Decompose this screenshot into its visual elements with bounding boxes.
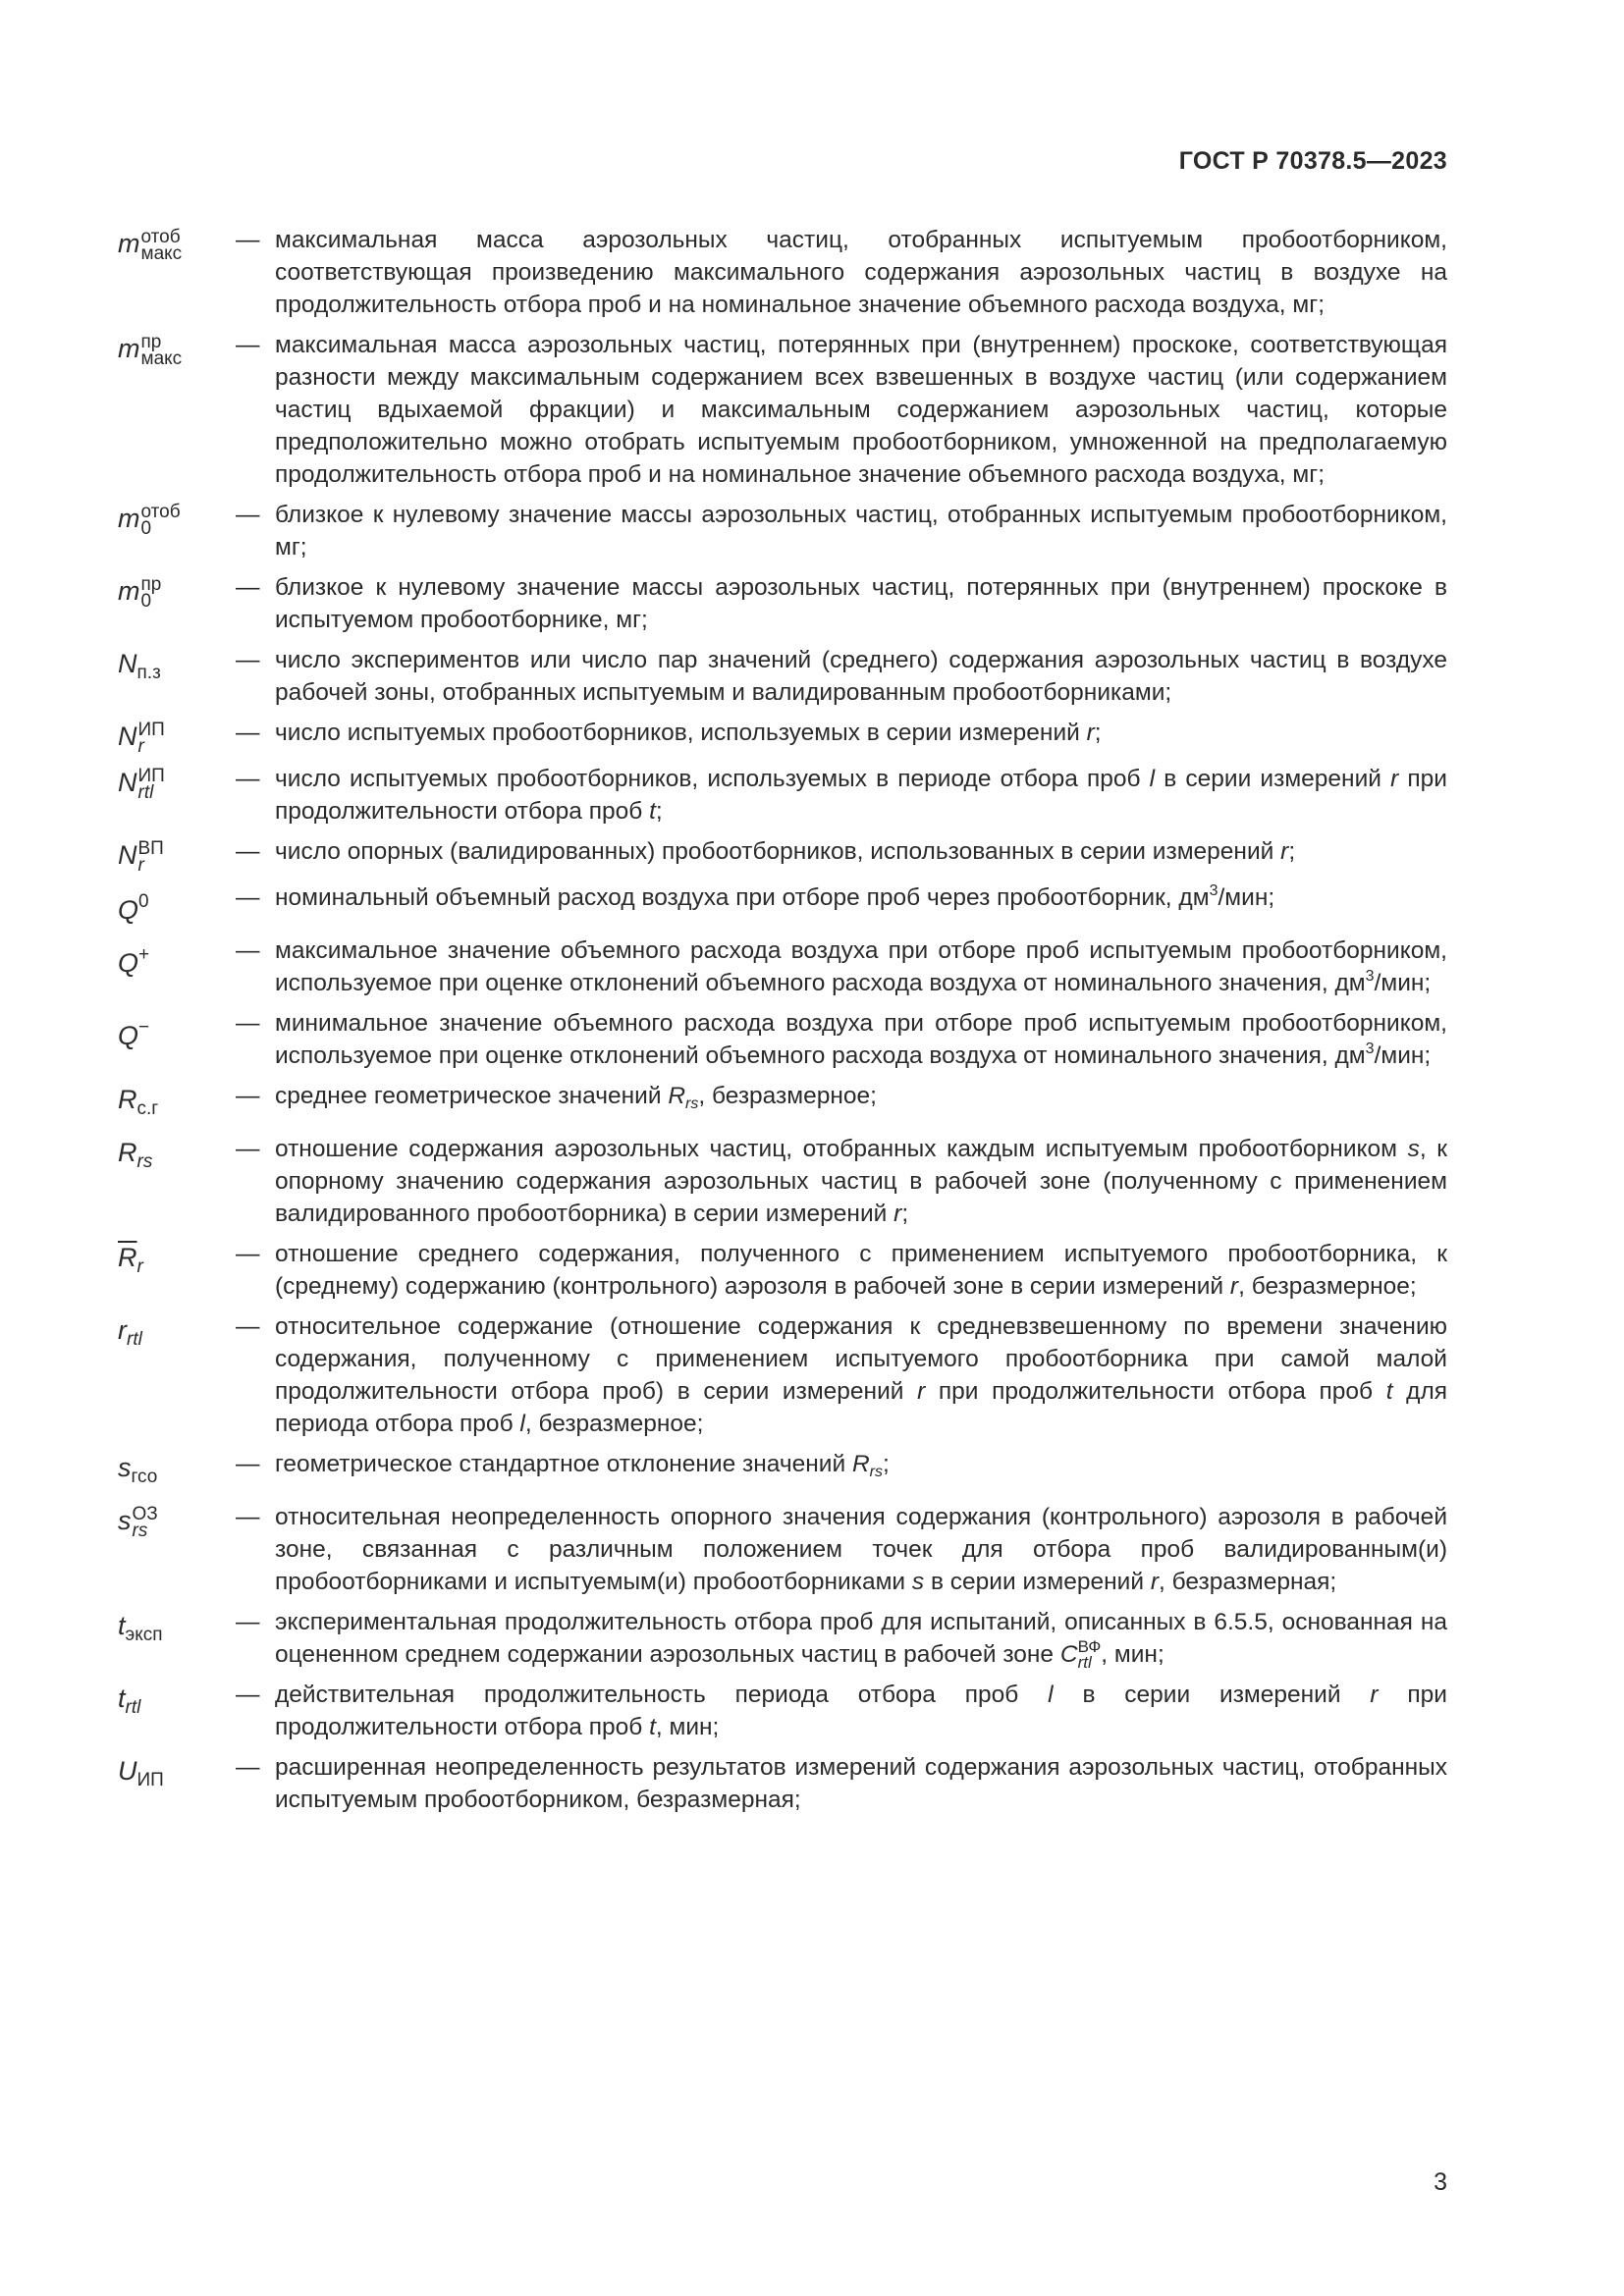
symbol xyxy=(118,571,236,610)
symbol-subscript: rs xyxy=(136,1150,153,1172)
definition-text: относительное содержание (отношение содержания к средневзвешенному по времени значению содержания, полученному с применением испытуемого пробоотборника при самой малой продолжительности отбора проб) в серии измерений r при продолжительности отбора проб t для периода отбора проб l, безразмерное; xyxy=(275,1312,1448,1437)
definition-text: экспериментальная продолжительность отбора проб для испытаний, описанных в 6.5.5, основанная на оцененном среднем содержании аэрозольных частиц в рабочей зоне C ВФ rtl , мин; xyxy=(275,1608,1447,1673)
page-number: 3 xyxy=(1434,2168,1447,2196)
symbol-base: s xyxy=(118,1505,132,1535)
symbol-subscript: r xyxy=(137,735,144,757)
definition-text: число испытуемых пробоотборников, используемых в периоде отбора проб l в серии измерений r при продолжительности отбора проб t; xyxy=(275,765,1447,825)
symbol-subscript: ИП xyxy=(136,1770,164,1791)
symbol-base: Q xyxy=(118,894,139,925)
symbol-base: m xyxy=(118,229,140,258)
definition-row xyxy=(118,1238,1447,1303)
definition-row xyxy=(118,1501,1447,1598)
dash: — xyxy=(236,332,260,358)
definition-text: относительная неопределенность опорного значения содержания (контрольного) аэрозоля в рабочей зоне, связанная с различным положением точек для отбора проб валидированным(и) пробоотборниками и испытуемым(и) пробоотборниками s в серии измерений r, безразмерная; xyxy=(275,1503,1447,1595)
definition-row xyxy=(118,1080,1447,1125)
standard-number: ГОСТ Р 70378.5—2023 xyxy=(1178,147,1447,175)
definition-text: минимальное значение объемного расхода воздуха при отборе проб испытуемым пробоотборником, используемое при оценке отклонений объемного расхода воздуха от номинального значения, $дм^3$/мин; xyxy=(275,1009,1447,1069)
dash: — xyxy=(236,574,260,601)
symbol-subscript: 0 xyxy=(140,517,152,539)
dash: — xyxy=(236,1135,260,1162)
symbol xyxy=(118,499,236,537)
symbol-superscript: отоб xyxy=(140,226,181,247)
symbol-subscript: с.г xyxy=(136,1097,159,1119)
symbol-base: N xyxy=(118,767,137,797)
dash: — xyxy=(236,936,260,964)
symbol-base: N xyxy=(118,839,137,870)
definition-text: число экспериментов или число пар значений (среднего) содержания аэрозольных частиц в воздухе рабочей зоны, отобранных испытуемым и валидированным пробоотборниками; xyxy=(275,647,1447,706)
symbol-superscript: пр xyxy=(140,331,162,352)
definition-row xyxy=(118,1007,1447,1072)
symbol-subscript: макс xyxy=(140,242,183,264)
symbol-superscript: ВП xyxy=(137,837,164,859)
dash: — xyxy=(236,720,260,746)
symbol-subscript: rtl xyxy=(137,781,154,803)
symbol-base: $\overline{R}$ xyxy=(118,1242,137,1272)
symbol-base: t xyxy=(118,1683,126,1714)
definition-row xyxy=(118,835,1447,874)
symbol-indices xyxy=(140,226,183,264)
definition-text: число опорных (валидированных) пробоотборников, использованных в серии измерений r; xyxy=(275,837,1296,865)
dash: — xyxy=(236,1082,260,1109)
symbol-subscript: гсо xyxy=(131,1466,158,1487)
symbol-base: Q xyxy=(118,947,139,978)
definition-row xyxy=(118,1606,1447,1672)
symbol xyxy=(118,1501,236,1539)
definition-row xyxy=(118,1448,1447,1493)
definition-row xyxy=(118,1679,1447,1743)
definition-text: максимальная масса аэрозольных частиц, потерянных при (внутреннем) проскоке, соответствующая разности между максимальным содержанием всех взвешенных в воздухе частиц (или содержанием частиц вдыхаемой фракции) и максимальным содержанием аэрозольных частиц, которые предположительно можно отобрать испытуемым пробоотборником, умноженной на предполагаемую продолжительность отбора проб и на номинальное значение объемного расхода воздуха, мг; xyxy=(275,332,1447,488)
symbol-superscript: ИП xyxy=(137,765,165,786)
symbol xyxy=(118,224,236,262)
symbol-subscript: r xyxy=(137,854,144,876)
definition-row xyxy=(118,1751,1447,1816)
symbol-base: m xyxy=(118,576,140,606)
symbol xyxy=(118,1133,236,1178)
symbol-subscript: п.з xyxy=(136,663,161,683)
definition-text: близкое к нулевому значение массы аэрозольных частиц, отобранных испытуемым пробоотборником, мг; xyxy=(275,502,1447,561)
symbol xyxy=(118,1080,236,1125)
symbol xyxy=(118,881,236,927)
dash: — xyxy=(236,1503,260,1530)
dash: — xyxy=(236,1009,260,1037)
definition-text: геометрическое стандартное отклонение значений $R_{rs}$; xyxy=(275,1450,890,1480)
dash: — xyxy=(236,502,260,528)
symbol-superscript: ИП xyxy=(137,719,165,740)
dash: — xyxy=(236,1682,260,1709)
definition-row xyxy=(118,763,1447,828)
definition-row xyxy=(118,499,1447,563)
dash: — xyxy=(236,883,260,911)
symbol-indices xyxy=(137,765,165,803)
symbol-superscript: отоб xyxy=(140,501,181,522)
definition-text: максимальная масса аэрозольных частиц, отобранных испытуемым пробоотборником, соответствующая произведению максимального содержания аэрозольных частиц в воздухе на продолжительность отбора проб и на номинальное значение объемного расхода воздуха, мг; xyxy=(275,227,1447,318)
symbol-subscript: макс xyxy=(140,347,183,369)
symbol-subscript: r xyxy=(136,1255,143,1277)
symbol xyxy=(118,717,236,755)
symbol-subscript: эксп xyxy=(125,1624,163,1645)
definitions-list xyxy=(118,224,1447,1824)
definition-text: отношение среднего содержания, полученного с применением испытуемого пробоотборника, к (среднему) содержанию (контрольного) аэрозоля в рабочей зоне в серии измерений r, безразмерное; xyxy=(275,1240,1447,1300)
symbol xyxy=(118,1448,236,1493)
symbol xyxy=(118,1238,236,1283)
dash: — xyxy=(236,1240,260,1267)
symbol-superscript: − xyxy=(138,1016,150,1038)
symbol xyxy=(118,329,236,367)
symbol-subscript: rtl xyxy=(127,1328,142,1350)
definition-row xyxy=(118,571,1447,636)
symbol-base: m xyxy=(118,504,140,533)
definition-row xyxy=(118,934,1447,999)
symbol-base: N xyxy=(118,721,137,751)
symbol-subscript: rtl xyxy=(125,1697,141,1719)
symbol-base: m xyxy=(118,334,140,363)
dash: — xyxy=(236,227,260,253)
definition-row xyxy=(118,1310,1447,1440)
symbol xyxy=(118,1751,236,1796)
definition-row xyxy=(118,881,1447,927)
symbol-superscript: пр xyxy=(140,573,162,595)
symbol-indices xyxy=(132,1503,158,1541)
symbol-base: R xyxy=(118,1084,137,1114)
definition-row xyxy=(118,717,1447,755)
symbol-subscript: 0 xyxy=(140,590,152,612)
definition-text: отношение содержания аэрозольных частиц, отобранных каждым испытуемым пробоотборником s, к опорному значению содержания аэрозольных частиц в рабочей зоне (полученному с применением валидированного пробоотборника) в серии измерений r; xyxy=(275,1135,1447,1227)
symbol-base: Q xyxy=(118,1020,139,1050)
symbol-base: N xyxy=(118,649,137,678)
symbol-base: t xyxy=(118,1610,126,1640)
symbol-indices xyxy=(140,573,162,612)
symbol-subscript: rs xyxy=(132,1520,148,1541)
symbol xyxy=(118,1679,236,1724)
definition-text: максимальное значение объемного расхода воздуха при отборе проб испытуемым пробоотборником, используемое при оценке отклонений объемного расхода воздуха от номинального значения, $дм^3$/мин; xyxy=(275,936,1447,996)
symbol-base: s xyxy=(118,1452,132,1482)
symbol-indices xyxy=(137,837,164,876)
dash: — xyxy=(236,1754,260,1782)
symbol-indices xyxy=(138,721,165,755)
symbol-indices xyxy=(140,331,183,369)
symbol xyxy=(118,1007,236,1052)
definition-text: среднее геометрическое значений $R_{rs}$, безразмерное; xyxy=(275,1082,877,1112)
symbol-base: R xyxy=(118,1137,137,1167)
dash: — xyxy=(236,837,260,865)
definition-row xyxy=(118,644,1447,709)
dash: — xyxy=(236,647,260,673)
symbol xyxy=(118,1606,236,1651)
dash: — xyxy=(236,1312,260,1340)
dash: — xyxy=(236,1608,260,1635)
definition-row xyxy=(118,1133,1447,1230)
symbol xyxy=(118,1310,236,1356)
definition-text: расширенная неопределенность результатов измерений содержания аэрозольных частиц, отобранных испытуемым пробоотборником, безразмерная; xyxy=(275,1754,1447,1814)
definition-row xyxy=(118,224,1447,321)
symbol-superscript: ОЗ xyxy=(132,1503,158,1524)
definition-text: номинальный объемный расход воздуха при отборе проб через пробоотборник, $дм^3$/мин; xyxy=(275,881,1275,911)
symbol xyxy=(118,763,236,801)
symbol-base: r xyxy=(118,1314,127,1345)
symbol-superscript: 0 xyxy=(138,890,149,912)
definition-text: близкое к нулевому значение массы аэрозольных частиц, потерянных при (внутреннем) проскоке в испытуемом пробоотборнике, мг; xyxy=(275,574,1447,633)
symbol-base: U xyxy=(118,1756,137,1787)
symbol-indices xyxy=(140,501,181,539)
dash: — xyxy=(236,765,260,792)
definition-row xyxy=(118,329,1447,491)
definition-text: действительная продолжительность периода отбора проб l в серии измерений r при продолжительности отбора проб t, мин; xyxy=(275,1682,1447,1741)
inline-symbol-indices: ВФ rtl xyxy=(1077,1637,1102,1673)
symbol xyxy=(118,644,236,689)
symbol xyxy=(118,934,236,980)
symbol xyxy=(118,835,236,874)
symbol-superscript: + xyxy=(138,943,150,965)
definition-text: число испытуемых пробоотборников, используемых в серии измерений r; xyxy=(275,720,1102,746)
dash: — xyxy=(236,1450,260,1477)
